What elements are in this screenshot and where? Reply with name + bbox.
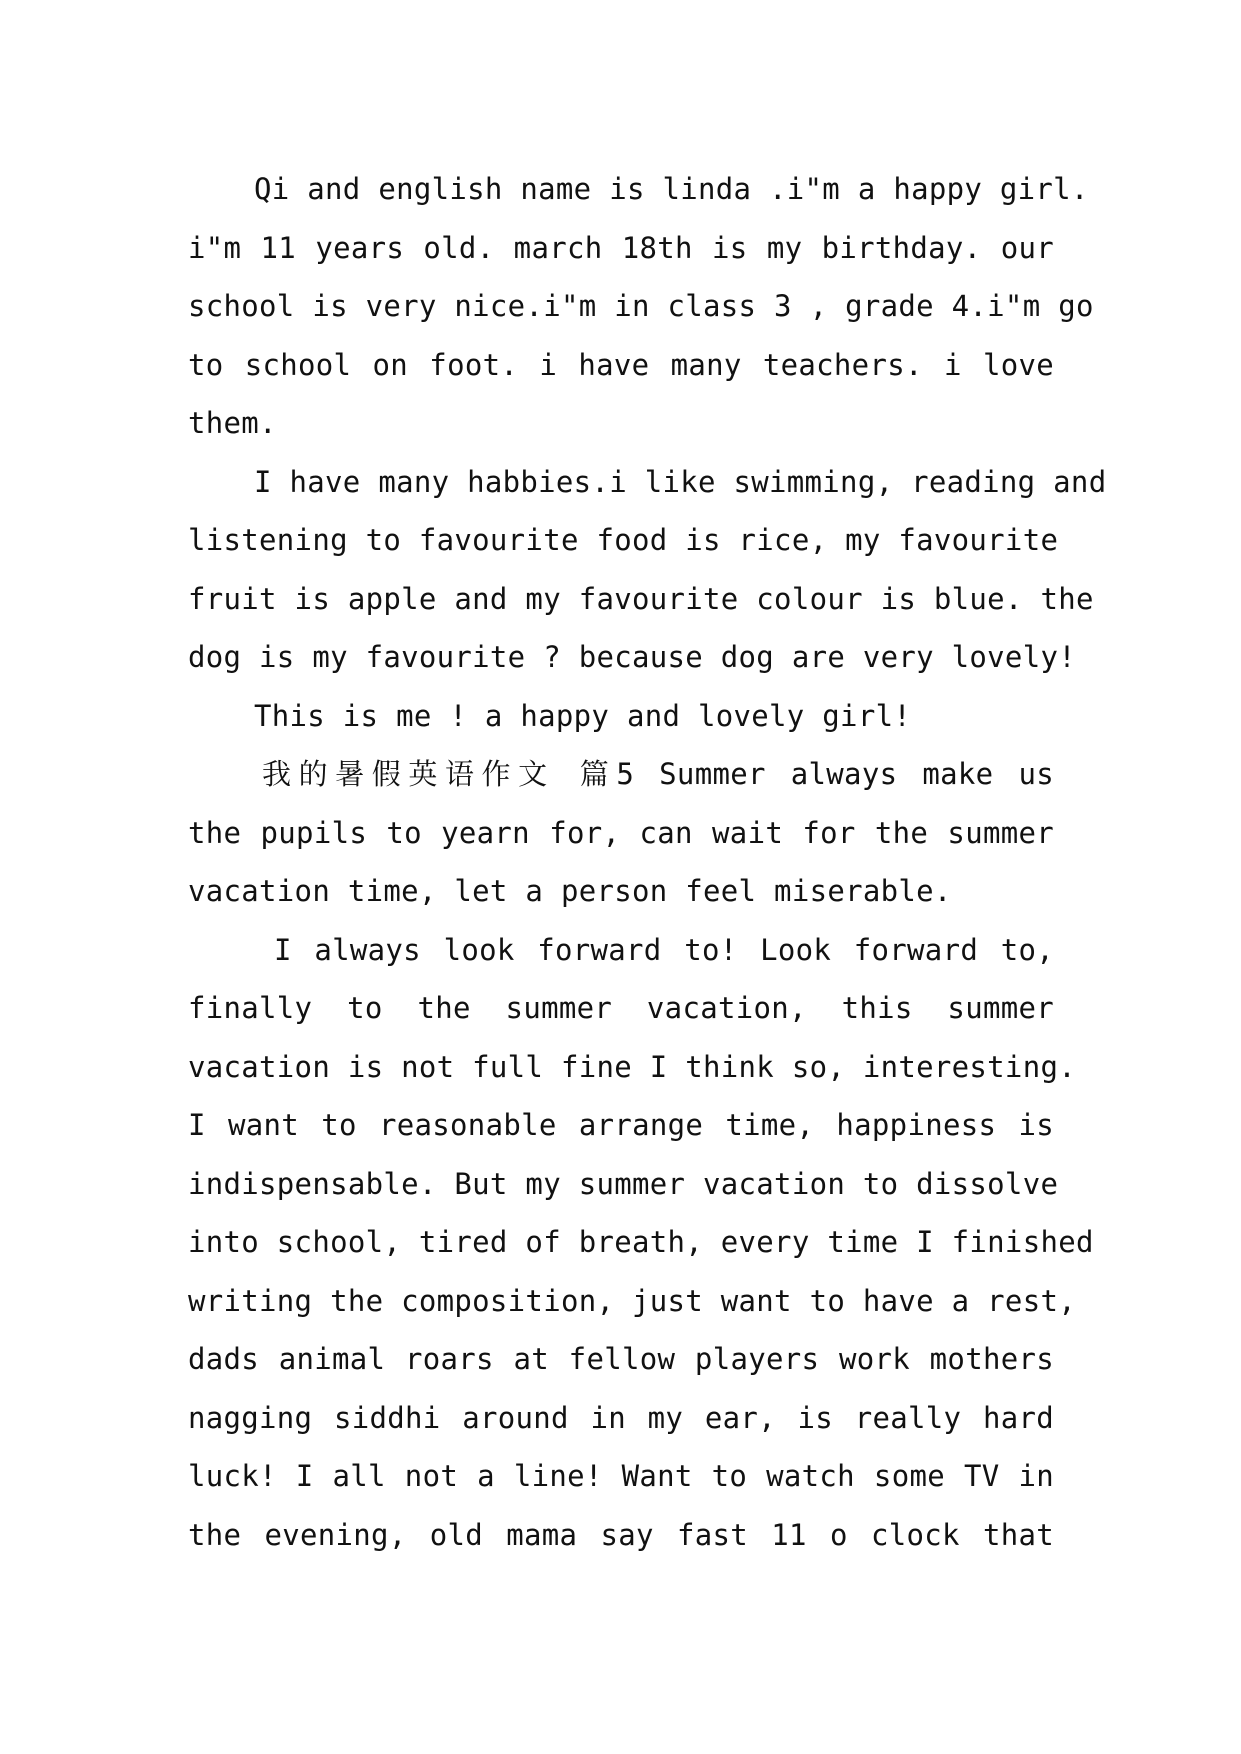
text-line: school is very nice.i"m in class 3 , grade 4.i"m go xyxy=(188,289,1094,323)
text-line: Qi and english name is linda .i"m a happy girl. xyxy=(254,172,1089,206)
text-line: listening to favourite food is rice, my favourite xyxy=(188,523,1059,557)
text-line: I want to reasonable arrange time, happiness is xyxy=(188,1108,1054,1142)
text-line: This is me ! a happy and lovely girl! xyxy=(254,698,912,733)
text-line: nagging siddhi around in my ear, is really hard xyxy=(188,1400,1054,1435)
text-line: them. xyxy=(188,406,277,440)
text-line: finally to the summer vacation, this summer xyxy=(188,991,1054,1025)
text-line: fruit is apple and my favourite colour is blue. the xyxy=(188,581,1094,616)
text-line: writing the composition, just want to have a rest, xyxy=(188,1283,1076,1318)
text-line: I always look forward to! Look forward to, xyxy=(274,932,1054,967)
text-line: vacation is not full fine I think so, interesting. xyxy=(188,1049,1076,1084)
text-line: vacation time, let a person feel miserable. xyxy=(188,874,952,908)
text-line: indispensable. But my summer vacation to dissolve xyxy=(188,1166,1059,1201)
text-line: the pupils to yearn for, can wait for the summer xyxy=(188,815,1054,850)
text-line: to school on foot. i have many teachers. i love xyxy=(188,347,1054,382)
text-line: I have many habbies.i like swimming, reading and xyxy=(254,464,1107,499)
document-body xyxy=(188,160,1107,1564)
text-line: the evening, old mama say fast 11 o clock that xyxy=(188,1517,1054,1552)
text-line: dads animal roars at fellow players work mothers xyxy=(188,1342,1054,1376)
text-line: i"m 11 years old. march 18th is my birthday. our xyxy=(188,230,1054,265)
text-line: dog is my favourite ? because dog are very lovely! xyxy=(188,640,1076,674)
section-heading-line: 我的暑假英语作文 篇5 Summer always make us xyxy=(262,757,1054,791)
text-line: luck! I all not a line! Want to watch some TV in xyxy=(188,1459,1054,1493)
text-line: into school, tired of breath, every time I finished xyxy=(188,1225,1094,1259)
